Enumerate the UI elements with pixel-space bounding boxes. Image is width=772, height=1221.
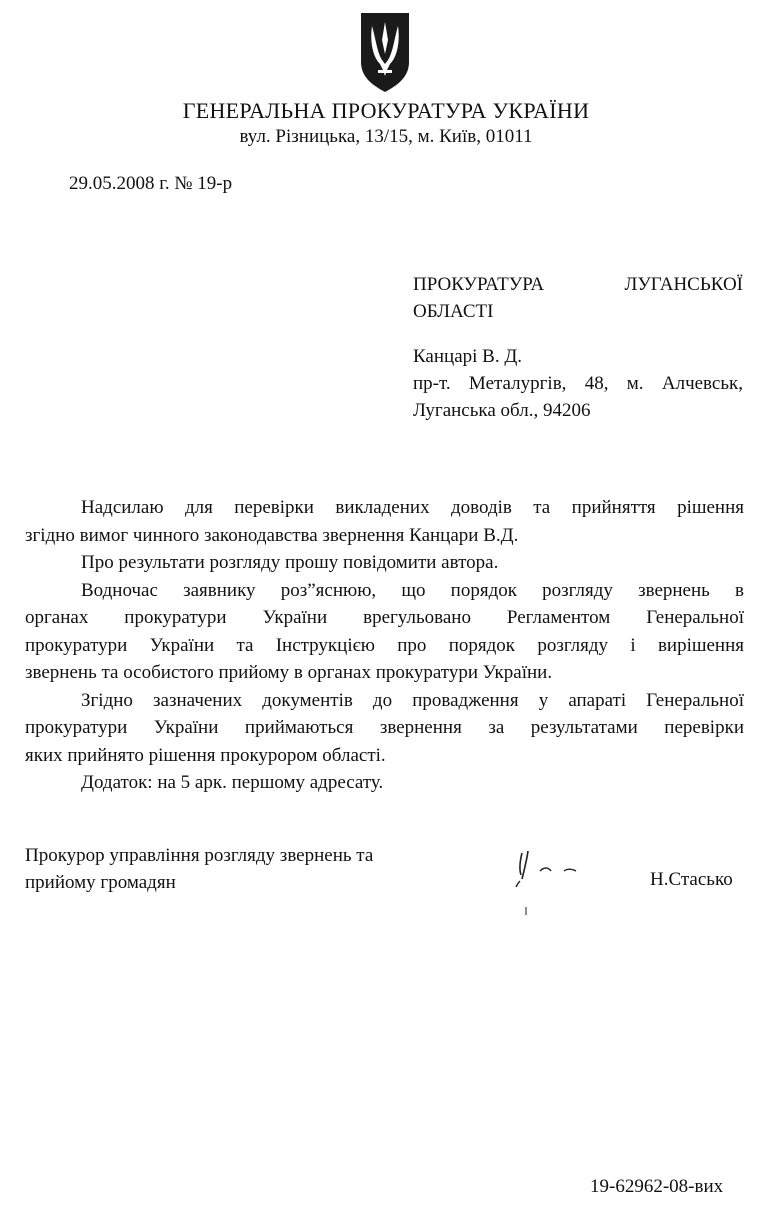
organization-name: ГЕНЕРАЛЬНА ПРОКУРАТУРА УКРАЇНИ [182, 98, 590, 123]
trident-emblem-icon [358, 10, 412, 94]
paragraph-line: Водночас заявнику роз”яснюю, що порядок розгляду звернень в [81, 579, 744, 601]
paragraph-line: Про результати розгляду прошу повідомити автора. [81, 552, 499, 573]
recipient-address-line1: пр-т. Металургів, 48, м. Алчевськ, [413, 373, 743, 394]
recipient-address-line2: Луганська обл., 94206 [413, 400, 591, 421]
paragraph-4 [25, 687, 744, 770]
recipient-line1-a: ПРОКУРАТУРА [413, 274, 545, 295]
recipient-person [413, 343, 743, 424]
signatory-name: Н.Стасько [650, 869, 733, 890]
handwritten-signature-icon [508, 845, 598, 925]
paragraph-line: прокуратури України та Інструкцією про порядок розгляду і вирішення [25, 634, 744, 656]
paragraph-line: прокуратури України приймаються звернення за результатами перевірки [25, 717, 744, 738]
signatory-title-line2: прийому громадян [25, 872, 176, 893]
paragraph-5 [25, 769, 744, 797]
organization-address: вул. Різницька, 13/15, м. Київ, 01011 [239, 126, 533, 147]
signatory-title [25, 842, 373, 896]
outgoing-reference-number: 19-62962-08-вих [590, 1176, 724, 1197]
paragraph-1 [25, 494, 744, 549]
recipient-name: Канцарі В. Д. [413, 346, 523, 367]
attachment-note: Додаток: на 5 арк. першому адресату. [81, 772, 384, 793]
document-date-number: 29.05.2008 г. № 19-р [69, 173, 233, 194]
paragraph-line: Надсилаю для перевірки викладених доводів та прийняття рішення [81, 497, 744, 518]
recipient-line2: ОБЛАСТІ [413, 301, 494, 322]
paragraph-line: яких прийнято рішення прокурором області. [25, 744, 386, 766]
letter-body [25, 494, 744, 797]
recipient-prosecutor-office [413, 271, 743, 325]
paragraph-3 [25, 577, 744, 687]
recipient-line1-b: ЛУГАНСЬКОЇ [624, 274, 743, 295]
paragraph-line: Згідно зазначених документів до провадження у апараті Генеральної [81, 689, 744, 711]
paragraph-line: звернень та особистого прийому в органах прокуратури України. [25, 662, 553, 683]
paragraph-line: органах прокуратури України врегульовано Регламентом Генеральної [25, 607, 744, 628]
paragraph-line: згідно вимог чинного законодавства звернення Канцари В.Д. [25, 524, 519, 546]
paragraph-2 [25, 549, 744, 577]
signatory-title-line1: Прокурор управління розгляду звернень та [25, 845, 374, 866]
